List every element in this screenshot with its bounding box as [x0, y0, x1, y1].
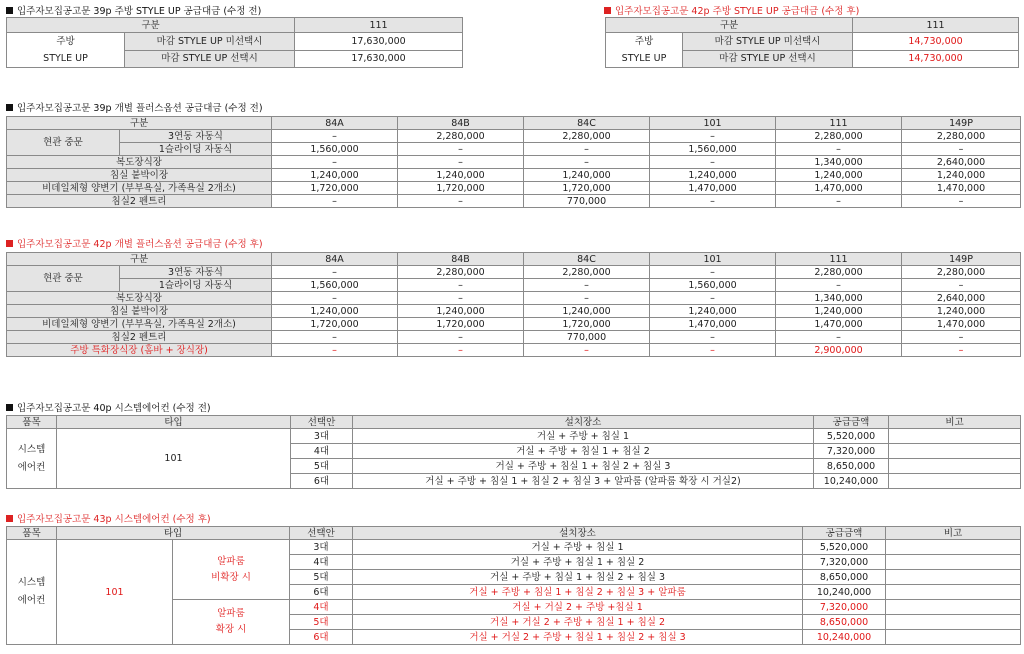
- table-cell: 1,240,000: [398, 305, 524, 318]
- table-cell: 7,320,000: [814, 444, 889, 459]
- item-label: 시스템 에어컨: [7, 429, 57, 489]
- table-cell: –: [902, 344, 1021, 357]
- table-cell: [889, 459, 1021, 474]
- column-header: 111: [776, 253, 902, 266]
- table-cell: [886, 585, 1021, 600]
- header-cell: 111: [295, 18, 463, 33]
- table-cell: 10,240,000: [814, 474, 889, 489]
- row-label: 침실 붙박이장: [7, 305, 272, 318]
- table-cell: –: [776, 279, 902, 292]
- table-cell: 1,240,000: [776, 169, 902, 182]
- table-cell: 1,240,000: [272, 169, 398, 182]
- table-cell: –: [524, 279, 650, 292]
- table-cell: 거실 + 주방 + 침실 1: [353, 429, 814, 444]
- table-cell: 1,470,000: [902, 318, 1021, 331]
- section-title-aircon-after: 입주자모집공고문 43p 시스템에어컨 (수정 후): [6, 511, 211, 525]
- table-cell: 거실 + 거실 2 + 주방 + 침실 1 + 침실 2: [353, 615, 803, 630]
- section-title-aircon-before: 입주자모집공고문 40p 시스템에어컨 (수정 전): [6, 400, 211, 414]
- header-cell: 설치장소: [353, 527, 803, 540]
- table-cell: 2,280,000: [398, 130, 524, 143]
- row-label: 1슬라이딩 자동식: [120, 143, 272, 156]
- table-cell: 1,240,000: [524, 305, 650, 318]
- table-cell: 3대: [290, 540, 353, 555]
- table-cell: 2,280,000: [398, 266, 524, 279]
- table-cell: 1,240,000: [902, 305, 1021, 318]
- table-cell: 4대: [290, 600, 353, 615]
- table-cell: –: [650, 344, 776, 357]
- column-header: 149P: [902, 253, 1021, 266]
- header-cell: 공급금액: [803, 527, 886, 540]
- table-cell: [886, 555, 1021, 570]
- table-cell: [886, 600, 1021, 615]
- table-cell: –: [398, 292, 524, 305]
- table-cell: –: [650, 130, 776, 143]
- table-cell: –: [776, 331, 902, 344]
- header-cell: 타입: [57, 416, 291, 429]
- table-cell: 770,000: [524, 195, 650, 208]
- table-cell: –: [398, 156, 524, 169]
- row-label: 마감 STYLE UP 미선택시: [125, 33, 295, 51]
- column-header: 149P: [902, 117, 1021, 130]
- table-cell: 17,630,000: [295, 33, 463, 51]
- row-group-label: 현관 중문: [7, 266, 120, 292]
- table-cell: 8,650,000: [803, 615, 886, 630]
- table-cell: –: [650, 266, 776, 279]
- table-cell: 1,470,000: [650, 182, 776, 195]
- section-title-plus-option-after: 입주자모집공고문 42p 개별 플러스옵션 공급대금 (수정 후): [6, 236, 263, 250]
- header-cell: 선택안: [290, 527, 353, 540]
- section-title-style-up-after: 입주자모집공고문 42p 주방 STYLE UP 공급대금 (수정 후): [604, 3, 859, 17]
- table-cell: 6대: [290, 630, 353, 645]
- style-up-before-table: [6, 17, 463, 68]
- table-cell: 1,470,000: [650, 318, 776, 331]
- column-header: 84B: [398, 117, 524, 130]
- header-cell: 111: [853, 18, 1019, 33]
- table-cell: 14,730,000: [853, 33, 1019, 51]
- table-cell: 1,720,000: [272, 318, 398, 331]
- table-cell: 거실 + 주방 + 침실 1: [353, 540, 803, 555]
- table-cell: 2,640,000: [902, 156, 1021, 169]
- table-cell: 1,470,000: [776, 182, 902, 195]
- table-cell: [886, 540, 1021, 555]
- type-label: 101: [57, 429, 291, 489]
- aircon-after-table: [6, 526, 1021, 645]
- table-cell: 1,720,000: [524, 318, 650, 331]
- table-cell: 1,240,000: [650, 169, 776, 182]
- table-cell: 2,900,000: [776, 344, 902, 357]
- table-cell: –: [650, 292, 776, 305]
- table-cell: 1,560,000: [272, 143, 398, 156]
- table-cell: 1,240,000: [650, 305, 776, 318]
- table-cell: 1,560,000: [272, 279, 398, 292]
- table-cell: –: [902, 143, 1021, 156]
- table-cell: 1,560,000: [650, 279, 776, 292]
- column-header: 101: [650, 253, 776, 266]
- table-cell: [886, 630, 1021, 645]
- row-label: 비데일체형 양변기 (부부욕실, 가족욕실 2개소): [7, 318, 272, 331]
- table-cell: –: [776, 143, 902, 156]
- table-cell: 17,630,000: [295, 50, 463, 68]
- table-cell: 10,240,000: [803, 585, 886, 600]
- table-cell: [886, 570, 1021, 585]
- square-bullet-icon: [6, 515, 13, 522]
- sub-type-label: 알파룸 비확장 시: [173, 540, 290, 600]
- section-title-plus-option-before: 입주자모집공고문 39p 개별 플러스옵션 공급대금 (수정 전): [6, 100, 263, 114]
- table-cell: 1,720,000: [524, 182, 650, 195]
- column-header: 84B: [398, 253, 524, 266]
- table-cell: 5대: [290, 615, 353, 630]
- column-header: 84C: [524, 117, 650, 130]
- table-cell: 5대: [290, 570, 353, 585]
- header-cell: 선택안: [291, 416, 353, 429]
- square-bullet-icon: [6, 7, 13, 14]
- plus-option-before-table: [6, 116, 1021, 208]
- table-cell: 거실 + 거실 2 + 주방 + 침실 1 + 침실 2 + 침실 3: [353, 630, 803, 645]
- table-cell: 2,280,000: [524, 130, 650, 143]
- style-up-after-table: [605, 17, 1019, 68]
- table-cell: 2,640,000: [902, 292, 1021, 305]
- row-label: 비데일체형 양변기 (부부욕실, 가족욕실 2개소): [7, 182, 272, 195]
- table-cell: –: [272, 331, 398, 344]
- type-label: 101: [57, 540, 173, 645]
- item-label: 시스템 에어컨: [7, 540, 57, 645]
- table-cell: [889, 474, 1021, 489]
- column-header: 84A: [272, 117, 398, 130]
- table-cell: 7,320,000: [803, 600, 886, 615]
- header-cell: 구분: [7, 253, 272, 266]
- table-cell: 3대: [291, 429, 353, 444]
- header-cell: 비고: [889, 416, 1021, 429]
- row-label: 3연동 자동식: [120, 130, 272, 143]
- table-cell: –: [650, 195, 776, 208]
- table-cell: 1,240,000: [902, 169, 1021, 182]
- header-cell: 품목: [7, 416, 57, 429]
- table-cell: 거실 + 주방 + 침실 1 + 침실 2 + 침실 3 + 알파룸 (알파룸 확장 시 거실2): [353, 474, 814, 489]
- header-cell: 구분: [7, 117, 272, 130]
- row-label: 주방 특화장식장 (홈바 + 장식장): [7, 344, 272, 357]
- table-cell: [886, 615, 1021, 630]
- row-label: 1슬라이딩 자동식: [120, 279, 272, 292]
- table-cell: 1,240,000: [776, 305, 902, 318]
- table-cell: 거실 + 주방 + 침실 1 + 침실 2 + 침실 3: [353, 570, 803, 585]
- table-cell: 2,280,000: [524, 266, 650, 279]
- table-cell: 5,520,000: [803, 540, 886, 555]
- table-cell: –: [272, 266, 398, 279]
- table-cell: –: [272, 292, 398, 305]
- table-cell: –: [272, 156, 398, 169]
- table-cell: 1,720,000: [398, 182, 524, 195]
- table-cell: 14,730,000: [853, 50, 1019, 68]
- row-label: 침실 붙박이장: [7, 169, 272, 182]
- table-cell: 10,240,000: [803, 630, 886, 645]
- table-cell: –: [650, 156, 776, 169]
- table-cell: –: [272, 130, 398, 143]
- table-cell: –: [650, 331, 776, 344]
- table-cell: 6대: [291, 474, 353, 489]
- table-cell: –: [398, 344, 524, 357]
- table-cell: [889, 429, 1021, 444]
- header-cell: 품목: [7, 527, 57, 540]
- row-group-label: 주방 STYLE UP: [606, 33, 683, 68]
- table-cell: 1,240,000: [524, 169, 650, 182]
- table-cell: –: [398, 143, 524, 156]
- header-cell: 설치장소: [353, 416, 814, 429]
- row-group-label: 주방 STYLE UP: [7, 33, 125, 68]
- sub-type-label: 알파룸 확장 시: [173, 600, 290, 645]
- header-cell: 타입: [57, 527, 290, 540]
- table-cell: 8,650,000: [814, 459, 889, 474]
- row-label: 3연동 자동식: [120, 266, 272, 279]
- table-cell: [889, 444, 1021, 459]
- row-label: 복도장식장: [7, 292, 272, 305]
- table-cell: 1,720,000: [398, 318, 524, 331]
- row-label: 마감 STYLE UP 선택시: [125, 50, 295, 68]
- square-bullet-icon: [6, 240, 13, 247]
- square-bullet-icon: [6, 404, 13, 411]
- table-cell: 거실 + 주방 + 침실 1 + 침실 2 + 침실 3 + 알파룸: [353, 585, 803, 600]
- table-cell: –: [776, 195, 902, 208]
- table-cell: –: [524, 143, 650, 156]
- plus-option-after-table: [6, 252, 1021, 357]
- table-cell: 5,520,000: [814, 429, 889, 444]
- row-label: 마감 STYLE UP 미선택시: [683, 33, 853, 51]
- table-cell: 1,470,000: [902, 182, 1021, 195]
- table-cell: 6대: [290, 585, 353, 600]
- header-cell: 구분: [7, 18, 295, 33]
- row-label: 마감 STYLE UP 선택시: [683, 50, 853, 68]
- row-label: 침실2 펜트리: [7, 195, 272, 208]
- table-cell: 5대: [291, 459, 353, 474]
- table-cell: –: [272, 344, 398, 357]
- table-cell: –: [524, 156, 650, 169]
- row-label: 복도장식장: [7, 156, 272, 169]
- row-label: 침실2 펜트리: [7, 331, 272, 344]
- column-header: 84A: [272, 253, 398, 266]
- header-cell: 구분: [606, 18, 853, 33]
- table-cell: 거실 + 주방 + 침실 1 + 침실 2: [353, 555, 803, 570]
- table-cell: 4대: [291, 444, 353, 459]
- column-header: 111: [776, 117, 902, 130]
- table-cell: 1,560,000: [650, 143, 776, 156]
- header-cell: 공급금액: [814, 416, 889, 429]
- table-cell: 2,280,000: [902, 266, 1021, 279]
- table-cell: 2,280,000: [902, 130, 1021, 143]
- table-cell: 1,340,000: [776, 292, 902, 305]
- table-cell: 7,320,000: [803, 555, 886, 570]
- table-cell: –: [902, 195, 1021, 208]
- table-cell: –: [524, 292, 650, 305]
- table-cell: –: [902, 331, 1021, 344]
- table-cell: –: [398, 195, 524, 208]
- table-cell: 1,240,000: [398, 169, 524, 182]
- table-cell: 1,470,000: [776, 318, 902, 331]
- table-cell: 거실 + 주방 + 침실 1 + 침실 2: [353, 444, 814, 459]
- table-cell: –: [524, 344, 650, 357]
- column-header: 84C: [524, 253, 650, 266]
- table-cell: 1,340,000: [776, 156, 902, 169]
- square-bullet-icon: [604, 7, 611, 14]
- table-cell: 8,650,000: [803, 570, 886, 585]
- table-cell: –: [398, 279, 524, 292]
- table-cell: –: [902, 279, 1021, 292]
- table-cell: –: [272, 195, 398, 208]
- table-cell: 거실 + 거실 2 + 주방 +침실 1: [353, 600, 803, 615]
- table-cell: 2,280,000: [776, 266, 902, 279]
- aircon-before-table: [6, 415, 1021, 489]
- table-cell: 1,240,000: [272, 305, 398, 318]
- header-cell: 비고: [886, 527, 1021, 540]
- section-title-style-up-before: 입주자모집공고문 39p 주방 STYLE UP 공급대금 (수정 전): [6, 3, 261, 17]
- table-cell: 4대: [290, 555, 353, 570]
- table-cell: 770,000: [524, 331, 650, 344]
- table-cell: 1,720,000: [272, 182, 398, 195]
- table-cell: 2,280,000: [776, 130, 902, 143]
- table-cell: 거실 + 주방 + 침실 1 + 침실 2 + 침실 3: [353, 459, 814, 474]
- square-bullet-icon: [6, 104, 13, 111]
- column-header: 101: [650, 117, 776, 130]
- row-group-label: 현관 중문: [7, 130, 120, 156]
- table-cell: –: [398, 331, 524, 344]
